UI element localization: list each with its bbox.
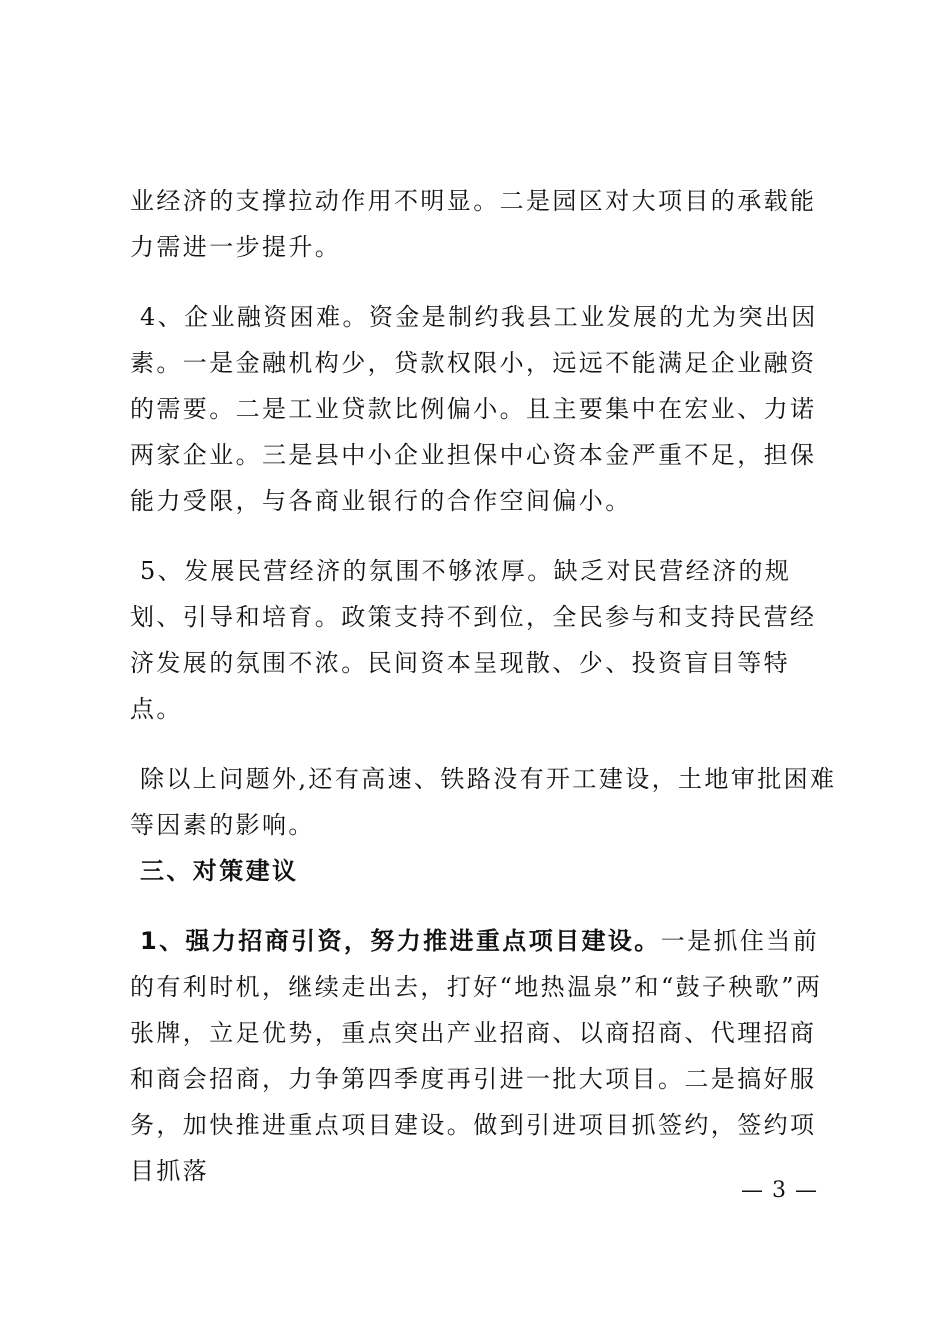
paragraph-continuation: 业经济的支撑拉动作用不明显。二是园区对大项目的承载能力需进一步提升。 [130,187,817,261]
paragraph-body-text: 一是抓住当前的有利时机，继续走出去，打好“地热温泉”和“鼓子秧歌”两张牌，立足优势，重点突出产业招商、以商招商、代理招商和商会招商，力争第四季度再引进一批大项目。二是搞好服务，加快推进重点项目建设。做到引进项目抓签约，签约项目抓落 [130,927,823,1185]
paragraph-other-issues: 除以上问题外,还有高速、铁路没有开工建设，土地审批困难等因素的影响。 [130,765,837,839]
paragraph-private-economy: 5、发展民营经济的氛围不够浓厚。缺乏对民营经济的规划、引导和培育。政策支持不到位，全民参与和支持民营经济发展的氛围不浓。民间资本呈现散、少、投资盲目等特点。 [130,557,817,723]
document-body [130,178,842,1194]
paragraph-lead-bold: 1、强力招商引资，努力推进重点项目建设。 [140,927,661,955]
paragraph-investment-attraction [130,918,842,1194]
page-number: — 3 — [741,1178,818,1203]
section-heading-countermeasures: 三、对策建议 [140,857,299,885]
paragraph-financing-difficulty: 4、企业融资困难。资金是制约我县工业发展的尤为突出因素。一是金融机构少，贷款权限小，远远不能满足企业融资的需要。二是工业贷款比例偏小。且主要集中在宏业、力诺两家企业。三是县中小企业担保中心资本金严重不足，担保能力受限，与各商业银行的合作空间偏小。 [130,303,818,515]
